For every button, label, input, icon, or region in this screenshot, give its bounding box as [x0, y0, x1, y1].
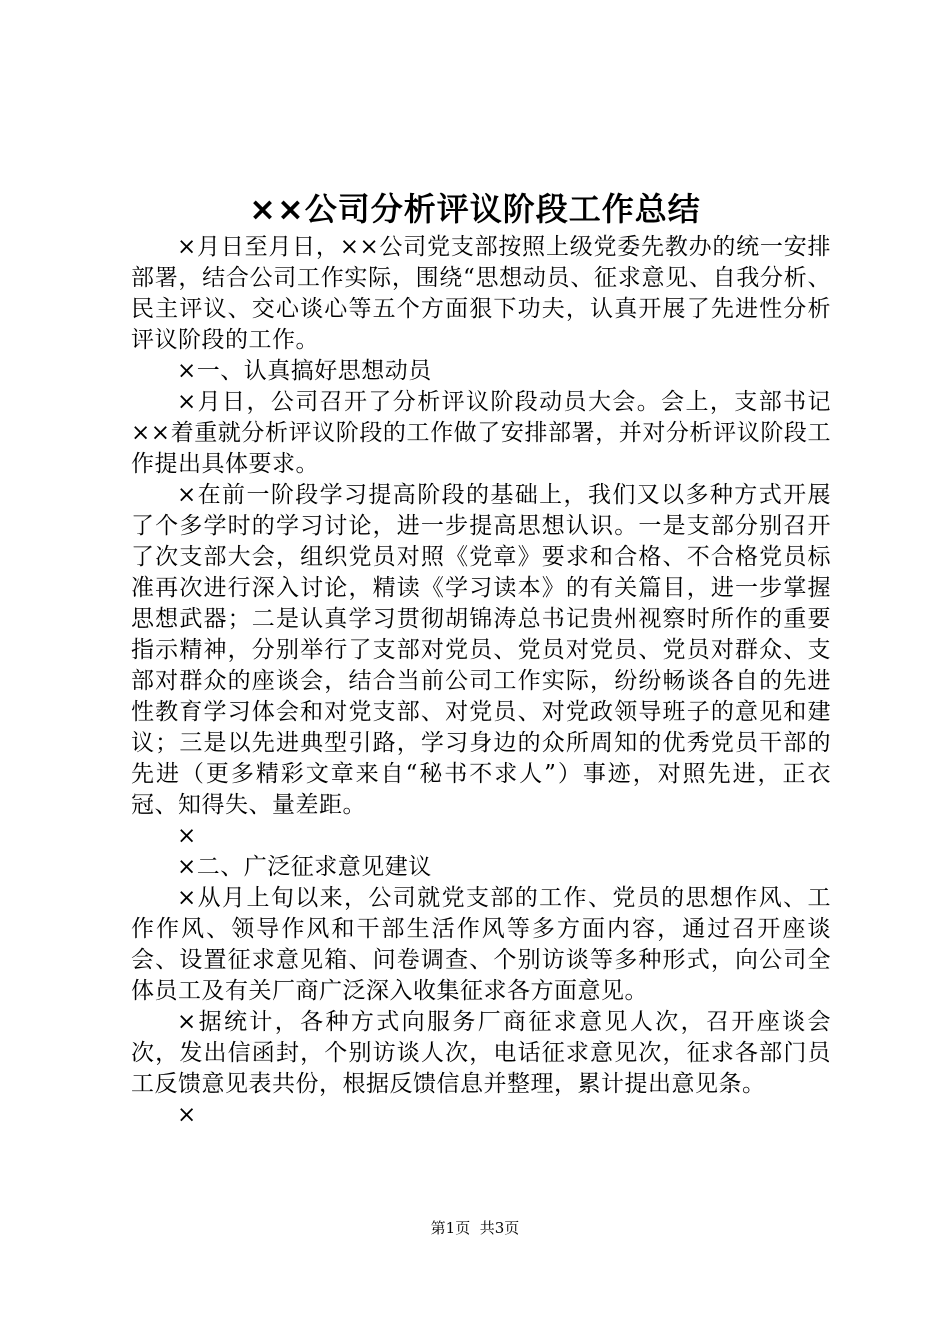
- paragraph-placeholder-1: ×: [177, 823, 197, 849]
- paragraph-statistics: ×据统计，各种方式向服务厂商征求意见人次，召开座谈会次，发出信函封，个别访谈人次，电话征求意见次，征求各部门员工反馈意见表共份，根据反馈信息并整理，累计提出意见条。: [131, 1009, 831, 1097]
- paragraph-mobilization-meeting: ×月日，公司召开了分析评议阶段动员大会。会上，支部书记××着重就分析评议阶段的工作做了安排部署，并对分析评议阶段工作提出具体要求。: [131, 389, 831, 477]
- section-heading-1: ×一、认真搞好思想动员: [177, 358, 432, 384]
- paragraph-intro: ×月日至月日，××公司党支部按照上级党委先教办的统一安排部署，结合公司工作实际，围绕“思想动员、征求意见、自我分析、民主评议、交心谈心等五个方面狠下功夫，认真开展了先进性分析评议阶段的工作。: [131, 234, 831, 353]
- document-body: [131, 232, 831, 1131]
- page-number: 第1页: [430, 1219, 471, 1237]
- page-footer: [0, 1218, 950, 1238]
- page-total: 共3页: [479, 1219, 520, 1237]
- paragraph-placeholder-2: ×: [177, 1102, 197, 1128]
- paragraph-study-discussion: ×在前一阶段学习提高阶段的基础上，我们又以多种方式开展了个多学时的学习讨论，进一步提高思想认识。一是支部分别召开了次支部大会，组织党员对照《党章》要求和合格、不合格党员标准再次进行深入讨论，精读《学习读本》的有关篇目，进一步掌握思想武器；二是认真学习贯彻胡锦涛总书记贵州视察时所作的重要指示精神，分别举行了支部对党员、党员对党员、党员对群众、支部对群众的座谈会，结合当前公司工作实际，纷纷畅谈各自的先进性教育学习体会和对党支部、对党员、对党政领导班子的意见和建议；三是以先进典型引路，学习身边的众所周知的优秀党员干部的先进（更多精彩文章来自“秘书不求人”）事迹，对照先进，正衣冠、知得失、量差距。: [131, 482, 831, 818]
- section-heading-2: ×二、广泛征求意见建议: [177, 854, 432, 880]
- paragraph-opinion-collection: ×从月上旬以来，公司就党支部的工作、党员的思想作风、工作作风、领导作风和干部生活作风等多方面内容，通过召开座谈会、设置征求意见箱、问卷调查、个别访谈等多种形式，向公司全体员工及有关厂商广泛深入收集征求各方面意见。: [131, 885, 831, 1004]
- document-title: ××公司分析评议阶段工作总结: [249, 190, 701, 228]
